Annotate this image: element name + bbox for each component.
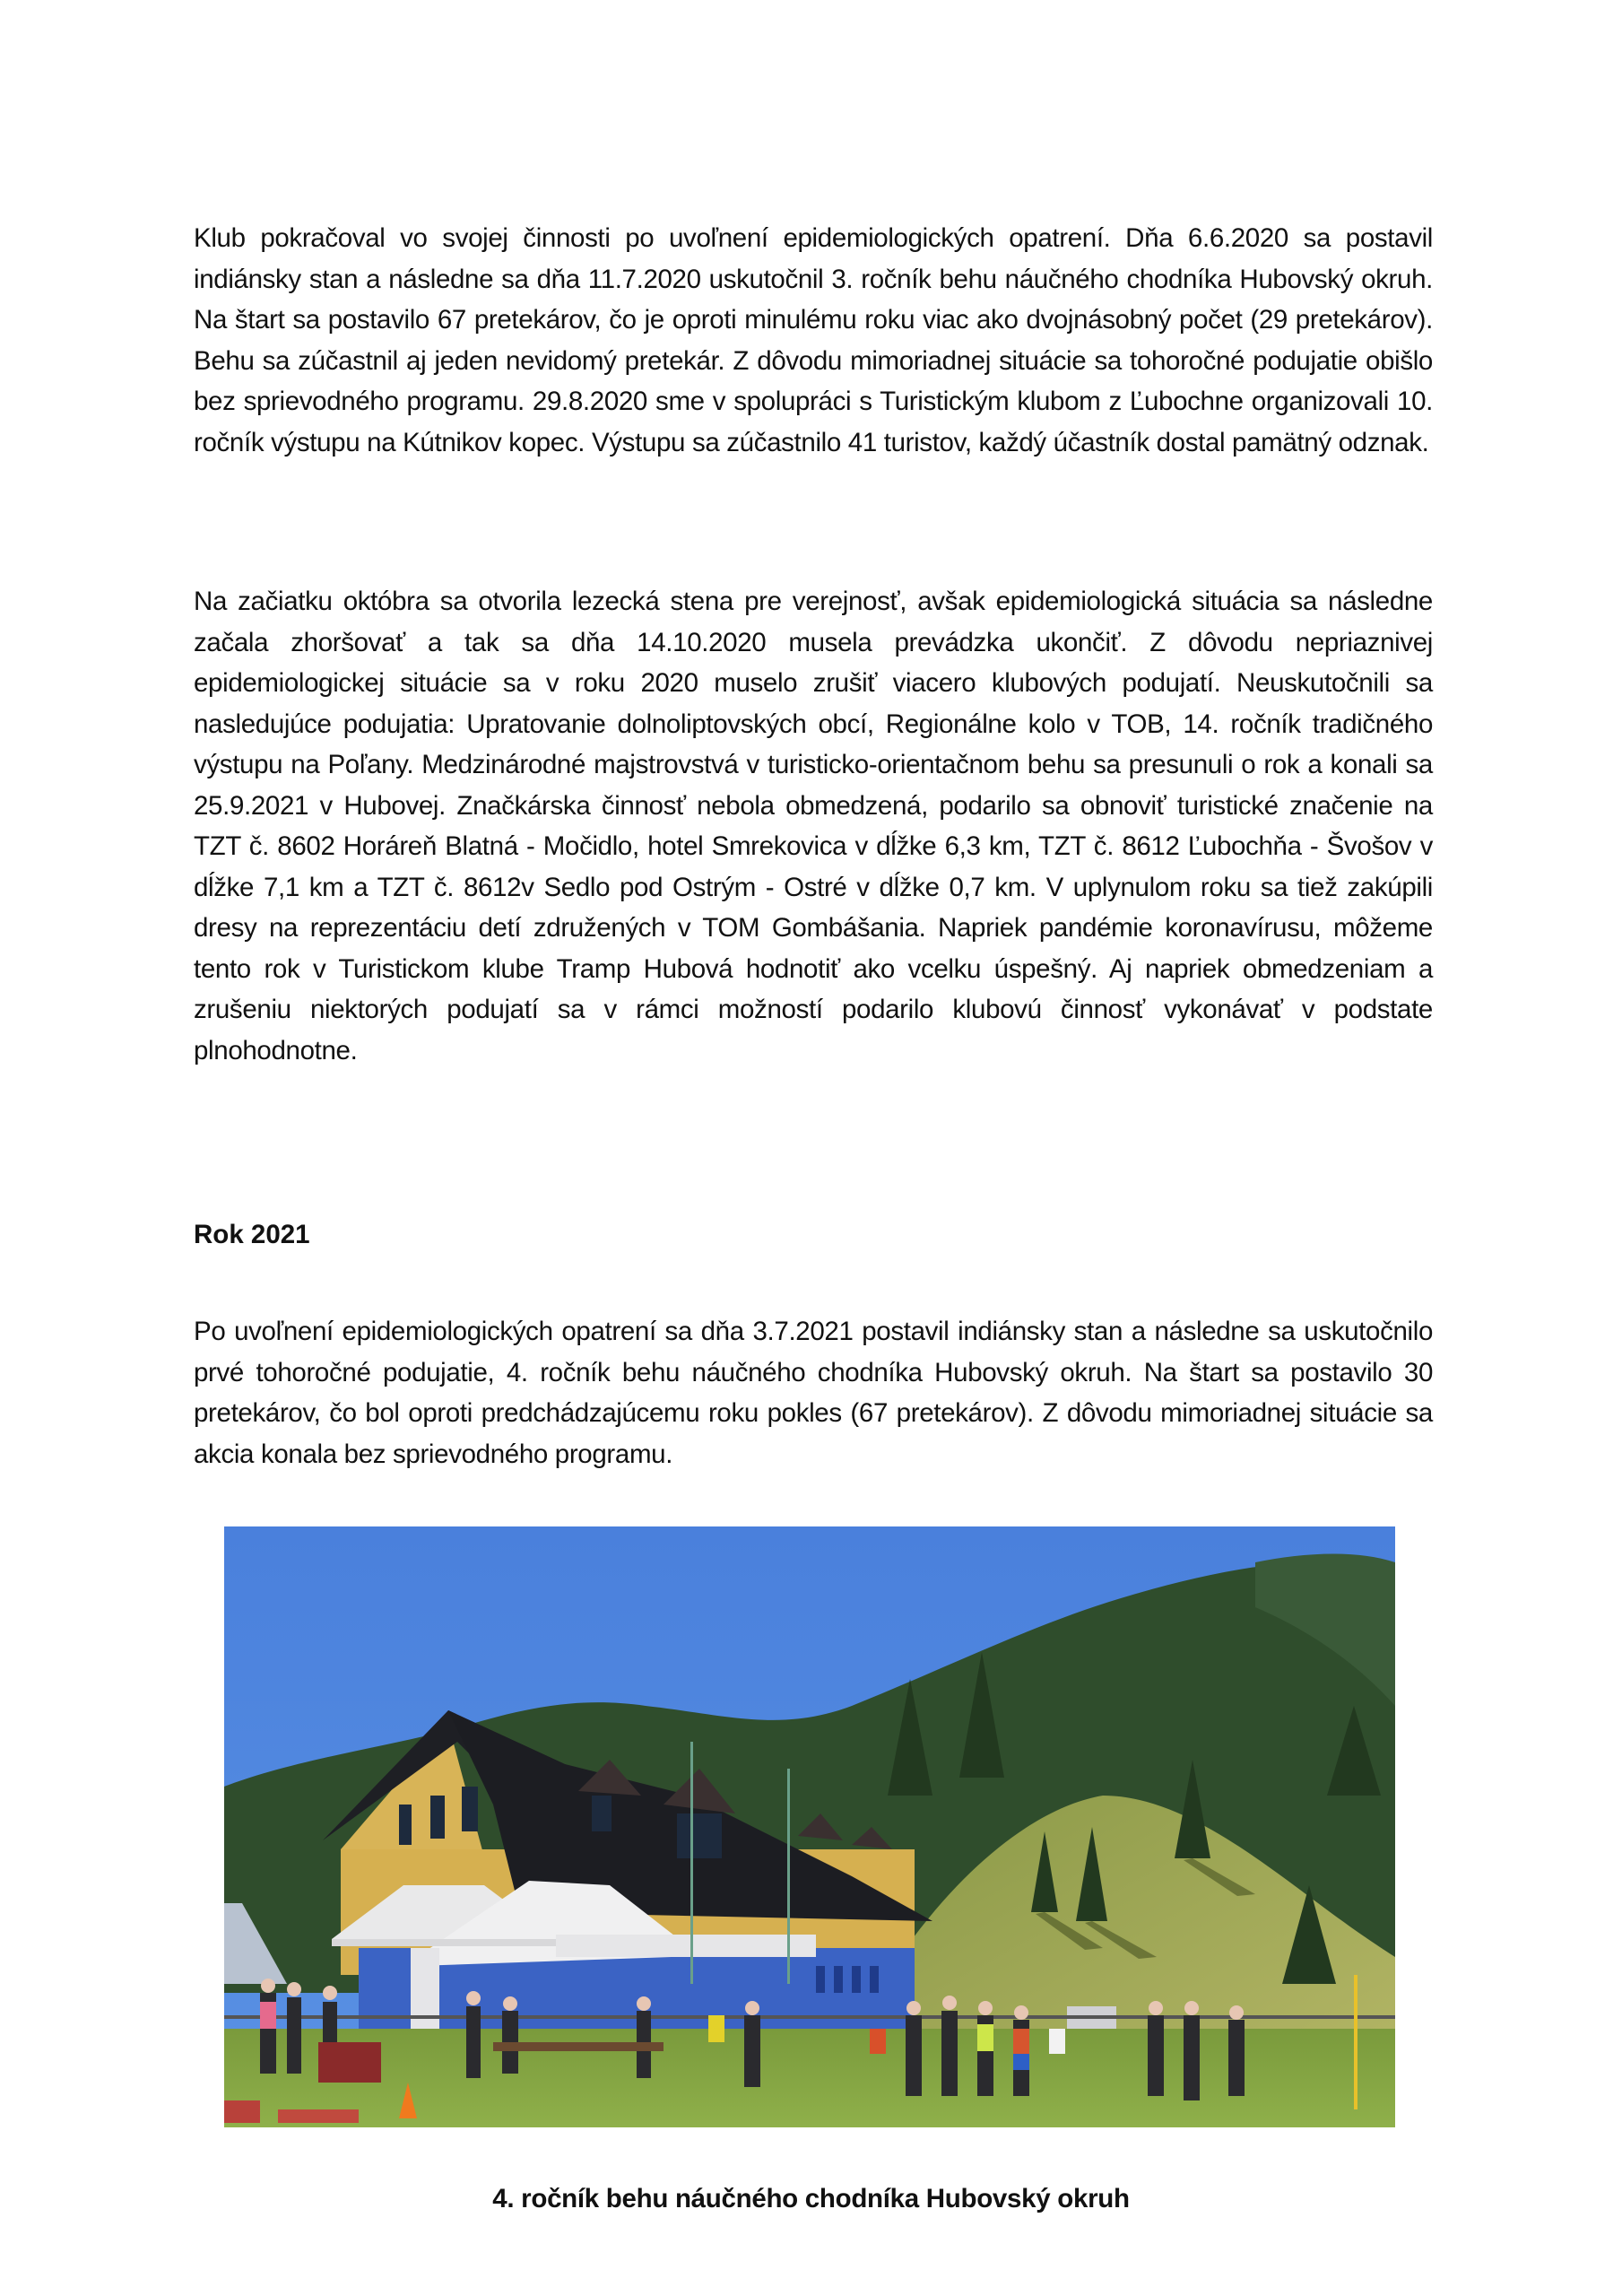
paragraph-2021-events xyxy=(194,1311,1433,1474)
section-heading-rok-2021: Rok 2021 xyxy=(194,1220,310,1249)
event-photo xyxy=(224,1526,1395,2127)
photo-caption: 4. ročník behu náučného chodníka Hubovský okruh xyxy=(492,2184,1130,2213)
photo-illustration-icon xyxy=(224,1526,1395,2127)
paragraph-text: Na začiatku októbra sa otvorila lezecká stena pre verejnosť, avšak epidemiologická situácia sa následne začala zhoršovať a tak sa dňa 14.10.2020 musela prevádzka ukončiť. Z dôvodu nepriaznivej epidemiologickej situácie sa v roku 2020 muselo zrušiť viacero klubových podujatí. Neuskutočnili sa nasledujúce podujatia: Upratovanie dolnoliptovských obcí, Regionálne kolo v TOB, 14. ročník tradičného výstupu na Poľany. Medzinárodné majstrovstvá v turisticko-orientačnom behu sa presunuli o rok a konali sa 25.9.2021 v Hubovej. Značkárska činnosť nebola obmedzená, podarilo sa obnoviť turistické značenie na TZT č. 8602 Horáreň Blatná - Močidlo, hotel Smrekovica v dĺžke 6,3 km, TZT č. 8612 Ľubochňa - Švošov v dĺžke 7,1 km a TZT č. 8612v Sedlo pod Ostrým - Ostré v dĺžke 0,7 km. V uplynulom roku sa tiež zakúpili dresy na reprezentáciu detí združených v TOM Gombášania. Napriek pandémie koronavírusu, môžeme tento rok v Turistickom klube Tramp Hubová hodnotiť ako vcelku úspešný. Aj napriek obmedzeniam a zrušeniu niektorých podujatí sa v rámci možností podarilo klubovú činnosť vykonávať v podstate plnohodnotne. xyxy=(194,587,1433,1065)
paragraph-2020-cancellations xyxy=(194,581,1433,1071)
paragraph-2020-events xyxy=(194,218,1433,463)
paragraph-text: Po uvoľnení epidemiologických opatrení sa dňa 3.7.2021 postavil indiánsky stan a následne sa uskutočnilo prvé tohoročné podujatie, 4. ročník behu náučného chodníka Hubovský okruh. Na štart sa postavilo 30 pretekárov, čo bol oproti predchádzajúcemu roku pokles (67 pretekárov). Z dôvodu mimoriadnej situácie sa akcia konala bez sprievodného programu. xyxy=(194,1317,1433,1469)
paragraph-text: Klub pokračoval vo svojej činnosti po uvoľnení epidemiologických opatrení. Dňa 6.6.2020 sa postavil indiánsky stan a následne sa dňa 11.7.2020 uskutočnil 3. ročník behu náučného chodníka Hubovský okruh. Na štart sa postavilo 67 pretekárov, čo je oproti minulému roku viac ako dvojnásobný počet (29 pretekárov). Behu sa zúčastnil aj jeden nevidomý pretekár. Z dôvodu mimoriadnej situácie sa tohoročné podujatie obišlo bez sprievodného programu. 29.8.2020 sme v spolupráci s Turistickým klubom z Ľubochne organizovali 10. ročník výstupu na Kútnikov kopec. Výstupu sa zúčastnilo 41 turistov, každý účastník dostal pamätný odznak. xyxy=(194,223,1433,457)
